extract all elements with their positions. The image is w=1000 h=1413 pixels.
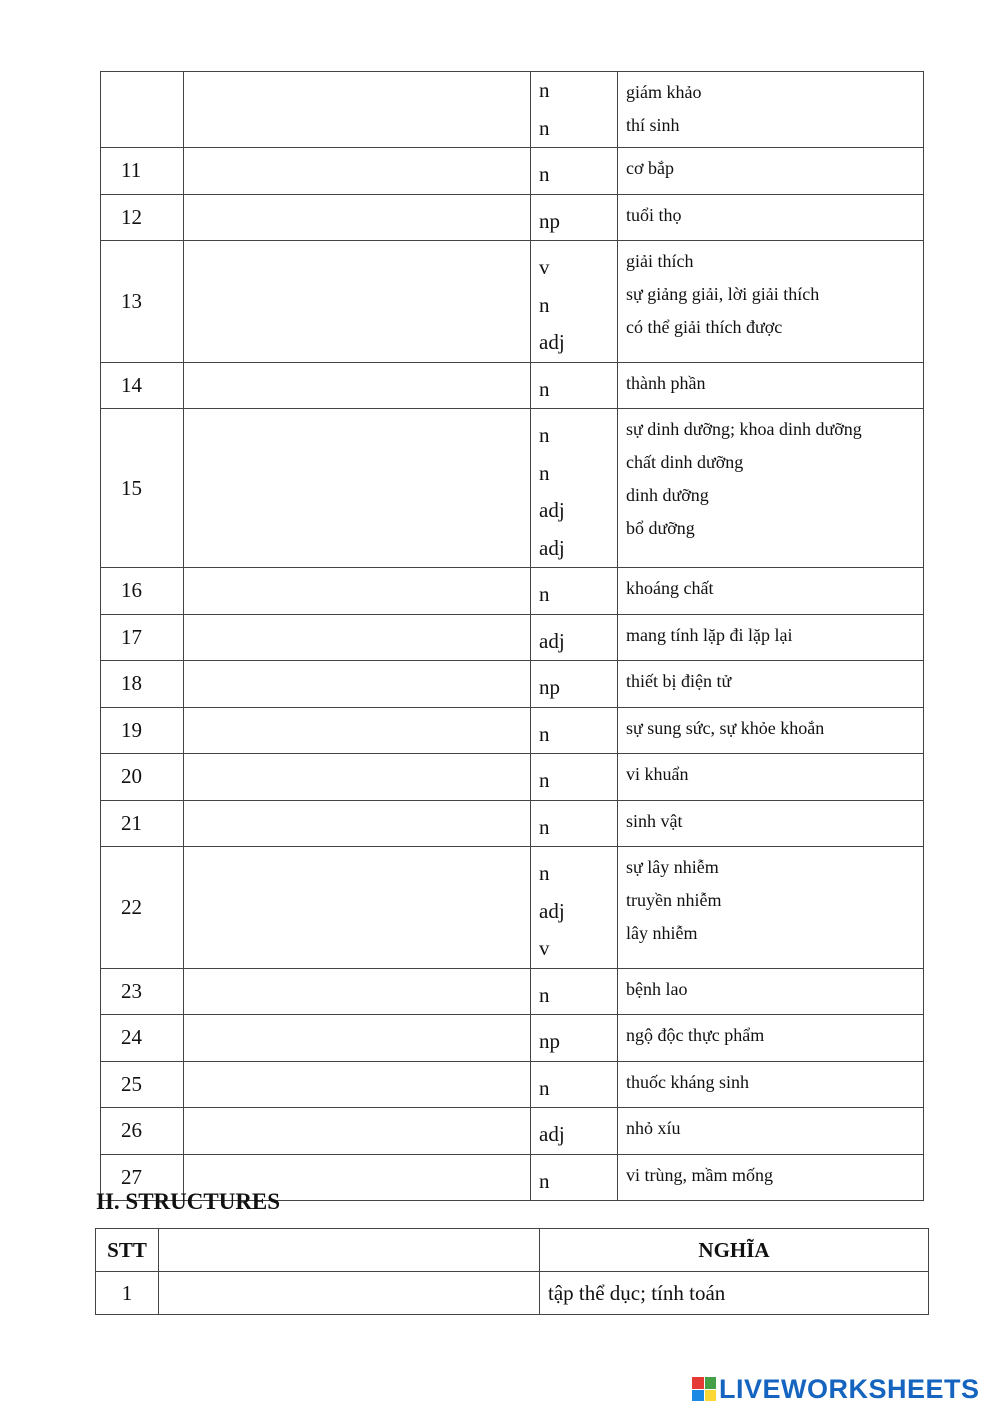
vocab-number — [101, 72, 184, 148]
vocab-row — [101, 614, 924, 661]
pos-label: n — [539, 721, 550, 746]
vocab-number: 20 — [101, 754, 184, 801]
meaning-text: khoáng chất — [626, 578, 714, 598]
section-title: II. STRUCTURES — [96, 1189, 281, 1214]
vocab-row — [101, 800, 924, 847]
pos-label: n — [539, 982, 550, 1007]
vocab-number: 19 — [101, 707, 184, 754]
vocab-meaning — [618, 707, 924, 754]
vocab-word-cell[interactable] — [184, 1061, 531, 1108]
meaning-text: thành phần — [626, 372, 706, 393]
vocab-row — [101, 362, 924, 409]
vocab-part-of-speech — [531, 968, 618, 1015]
header-meaning: NGHĨA — [540, 1229, 929, 1272]
logo-text: LIVEWORKSHEETS — [719, 1373, 980, 1404]
vocab-meaning — [618, 800, 924, 847]
meaning-text: tuổi thọ — [626, 204, 682, 225]
pos-label: v — [539, 936, 550, 960]
pos-label: n — [539, 460, 550, 485]
structure-number: 1 — [96, 1272, 159, 1315]
logo-square-red — [692, 1377, 704, 1389]
vocab-meaning — [618, 72, 924, 148]
vocab-number: 27 — [101, 1154, 184, 1201]
vocab-part-of-speech — [531, 362, 618, 409]
vocab-word-cell[interactable] — [184, 194, 531, 241]
logo-square-yellow — [705, 1390, 717, 1402]
vocab-row — [101, 754, 924, 801]
vocab-part-of-speech — [531, 1154, 618, 1201]
pos-label: n — [539, 376, 550, 401]
vocab-row — [101, 1015, 924, 1062]
vocab-row — [101, 847, 924, 969]
structures-header-row — [96, 1229, 929, 1272]
vocab-word-cell[interactable] — [184, 148, 531, 195]
meaning-text: nhỏ xíu — [626, 1118, 681, 1138]
vocab-part-of-speech — [531, 661, 618, 708]
vocab-word-cell[interactable] — [184, 614, 531, 661]
vocab-part-of-speech — [531, 568, 618, 615]
vocab-part-of-speech — [531, 1108, 618, 1155]
vocab-row — [101, 707, 924, 754]
vocab-meaning — [618, 1108, 924, 1155]
pos-label: n — [539, 292, 550, 317]
meaning-text: thí sinh — [626, 115, 680, 135]
vocab-meaning — [618, 409, 924, 568]
vocab-word-cell[interactable] — [184, 968, 531, 1015]
vocab-part-of-speech — [531, 72, 618, 148]
vocab-word-cell[interactable] — [184, 1108, 531, 1155]
pos-label: n — [539, 768, 550, 792]
structure-meaning: tập thể dục; tính toán — [540, 1272, 929, 1315]
pos-label: np — [539, 208, 560, 233]
meaning-text: vi khuẩn — [626, 764, 689, 784]
vocab-part-of-speech — [531, 754, 618, 801]
vocab-part-of-speech — [531, 241, 618, 363]
pos-label: n — [539, 582, 550, 606]
vocab-number: 22 — [101, 847, 184, 969]
vocab-number: 21 — [101, 800, 184, 847]
vocab-number: 16 — [101, 568, 184, 615]
pos-label: adj — [539, 330, 565, 354]
vocab-word-cell[interactable] — [184, 72, 531, 148]
meaning-text: sinh vật — [626, 810, 683, 831]
pos-label: np — [539, 1029, 560, 1053]
vocab-part-of-speech — [531, 800, 618, 847]
vocab-number: 17 — [101, 614, 184, 661]
meaning-text: bệnh lao — [626, 978, 688, 999]
meaning-text: sự dinh dưỡng; khoa dinh dưỡng — [626, 419, 862, 439]
vocab-part-of-speech — [531, 409, 618, 568]
vocab-meaning — [618, 568, 924, 615]
meaning-text: dinh dưỡng — [626, 485, 709, 505]
vocab-number: 14 — [101, 362, 184, 409]
vocab-row — [101, 409, 924, 568]
meaning-text: sự sung sức, sự khỏe khoắn — [626, 717, 825, 738]
pos-label: adj — [539, 535, 565, 560]
vocab-part-of-speech — [531, 707, 618, 754]
logo-square-green — [705, 1377, 717, 1389]
logo-square-blue — [692, 1390, 704, 1402]
vocab-word-cell[interactable] — [184, 754, 531, 801]
vocab-meaning — [618, 1061, 924, 1108]
meaning-text: lây nhiễm — [626, 923, 698, 943]
vocab-row — [101, 148, 924, 195]
logo-squares-icon — [692, 1377, 716, 1401]
vocab-row — [101, 241, 924, 363]
vocab-row — [101, 1061, 924, 1108]
vocab-meaning — [618, 661, 924, 708]
vocab-number: 13 — [101, 241, 184, 363]
vocab-number: 26 — [101, 1108, 184, 1155]
pos-label: n — [539, 423, 550, 447]
vocab-row — [101, 194, 924, 241]
pos-label: np — [539, 675, 560, 699]
structure-phrase-cell[interactable] — [159, 1272, 540, 1315]
vocab-number: 23 — [101, 968, 184, 1015]
vocab-meaning — [618, 754, 924, 801]
vocab-number: 18 — [101, 661, 184, 708]
structures-table — [95, 1228, 929, 1315]
structures-row — [96, 1272, 929, 1315]
vocab-word-cell[interactable] — [184, 241, 531, 363]
meaning-text: thiết bị điện tử — [626, 671, 732, 691]
meaning-text: chất dinh dưỡng — [626, 452, 744, 472]
meaning-text: giám khảo — [626, 82, 702, 102]
pos-label: n — [539, 1168, 550, 1193]
meaning-text: mang tính lặp đi lặp lại — [626, 624, 793, 645]
pos-label: adj — [539, 1122, 565, 1146]
pos-label: adj — [539, 498, 565, 522]
pos-label: adj — [539, 628, 565, 653]
pos-label: n — [539, 162, 550, 186]
vocab-number: 24 — [101, 1015, 184, 1062]
vocab-word-cell[interactable] — [184, 707, 531, 754]
meaning-text: cơ bắp — [626, 158, 674, 178]
pos-label: n — [539, 78, 550, 102]
vocab-row — [101, 72, 924, 148]
pos-label: n — [539, 814, 550, 839]
vocab-word-cell[interactable] — [184, 847, 531, 969]
meaning-text: có thể giải thích được — [626, 317, 783, 337]
vocab-part-of-speech — [531, 847, 618, 969]
vocab-meaning — [618, 241, 924, 363]
header-phrase — [159, 1229, 540, 1272]
meaning-text: bổ dưỡng — [626, 518, 695, 538]
vocab-number: 11 — [101, 148, 184, 195]
vocab-part-of-speech — [531, 1015, 618, 1062]
meaning-text: giải thích — [626, 251, 694, 271]
meaning-text: sự giảng giải, lời giải thích — [626, 284, 820, 304]
meaning-text: thuốc kháng sinh — [626, 1071, 749, 1092]
vocab-part-of-speech — [531, 148, 618, 195]
pos-label: adj — [539, 898, 565, 923]
vocab-word-cell[interactable] — [184, 1015, 531, 1062]
vocab-meaning — [618, 847, 924, 969]
pos-label: n — [539, 861, 550, 885]
vocab-meaning — [618, 1154, 924, 1201]
vocab-part-of-speech — [531, 1061, 618, 1108]
vocab-row — [101, 1108, 924, 1155]
vocab-word-cell[interactable] — [184, 568, 531, 615]
vocab-part-of-speech — [531, 614, 618, 661]
vocab-meaning — [618, 614, 924, 661]
vocab-row — [101, 968, 924, 1015]
vocab-word-cell[interactable] — [184, 409, 531, 568]
vocab-row — [101, 661, 924, 708]
vocab-word-cell[interactable] — [184, 661, 531, 708]
pos-label: n — [539, 115, 550, 140]
vocab-number: 25 — [101, 1061, 184, 1108]
vocab-meaning — [618, 968, 924, 1015]
vocab-number: 12 — [101, 194, 184, 241]
meaning-text: ngộ độc thực phẩm — [626, 1025, 765, 1045]
vocab-meaning — [618, 148, 924, 195]
vocab-word-cell[interactable] — [184, 362, 531, 409]
vocab-word-cell[interactable] — [184, 800, 531, 847]
pos-label: n — [539, 1075, 550, 1100]
vocab-meaning — [618, 1015, 924, 1062]
meaning-text: vi trùng, mầm mống — [626, 1164, 773, 1185]
liveworksheets-logo — [692, 1374, 980, 1404]
vocab-part-of-speech — [531, 194, 618, 241]
vocab-number: 15 — [101, 409, 184, 568]
vocabulary-table — [100, 71, 924, 1201]
vocab-row — [101, 568, 924, 615]
pos-label: v — [539, 255, 550, 279]
vocab-meaning — [618, 362, 924, 409]
meaning-text: sự lây nhiễm — [626, 857, 719, 877]
vocab-meaning — [618, 194, 924, 241]
meaning-text: truyền nhiễm — [626, 890, 722, 910]
header-stt: STT — [96, 1229, 159, 1272]
